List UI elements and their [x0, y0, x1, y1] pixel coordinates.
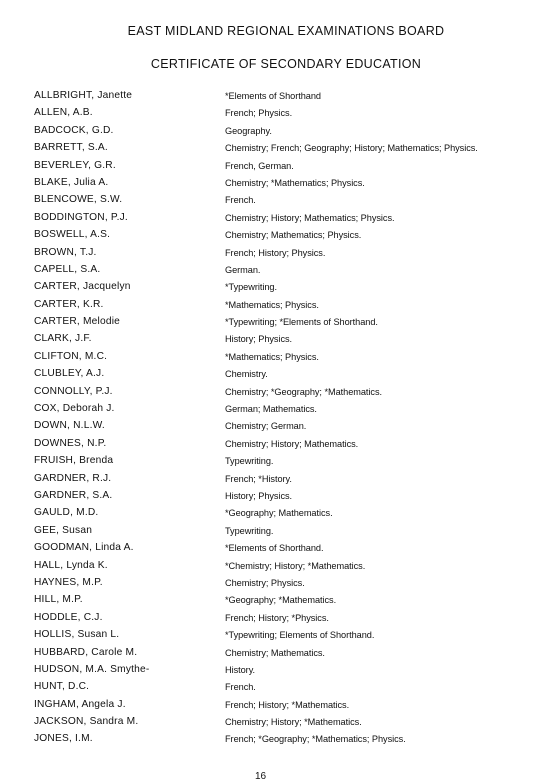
candidate-name: GEE, Susan	[34, 524, 93, 536]
candidate-name: BROWN, T.J.	[34, 246, 97, 258]
candidate-subjects: Typewriting.	[225, 456, 274, 467]
candidate-subjects: French; History; Physics.	[225, 247, 326, 258]
list-item	[34, 438, 524, 450]
candidate-subjects: Chemistry; *Mathematics; Physics.	[225, 177, 365, 188]
candidate-name: BOSWELL, A.S.	[34, 229, 111, 241]
list-item	[34, 281, 524, 293]
list-item	[34, 542, 524, 554]
candidate-subjects: French; History; *Physics.	[225, 612, 329, 623]
list-item	[34, 420, 524, 432]
candidate-name: GARDNER, S.A.	[34, 489, 113, 501]
candidate-name: CLIFTON, M.C.	[34, 350, 108, 362]
candidate-subjects: French.	[225, 195, 256, 206]
list-item	[34, 247, 524, 259]
list-item	[34, 681, 524, 693]
candidate-subjects: Geography.	[225, 125, 272, 136]
list-item	[34, 560, 524, 572]
list-item	[34, 716, 524, 728]
candidate-subjects: Chemistry; *Geography; *Mathematics.	[225, 386, 382, 397]
list-item	[34, 333, 524, 345]
list-item	[34, 264, 524, 276]
candidate-subjects: Chemistry.	[225, 369, 268, 380]
candidate-name: HUNT, D.C.	[34, 681, 90, 693]
candidate-subjects: German.	[225, 264, 261, 275]
candidate-subjects: French, German.	[225, 160, 294, 171]
candidate-name: CARTER, Melodie	[34, 316, 121, 328]
list-item	[34, 629, 524, 641]
list-item	[34, 351, 524, 363]
candidate-subjects: Chemistry; History; Mathematics; Physics.	[225, 212, 395, 223]
candidate-name: CONNOLLY, P.J.	[34, 385, 113, 397]
candidate-subjects: Chemistry; Mathematics; Physics.	[225, 230, 362, 241]
candidate-name: DOWNES, N.P.	[34, 437, 107, 449]
list-item	[34, 90, 524, 102]
candidate-subjects: Chemistry; French; Geography; History; Mathematics; Physics.	[225, 143, 478, 154]
list-item	[34, 368, 524, 380]
list-item	[34, 212, 524, 224]
list-item	[34, 177, 524, 189]
candidate-name: CAPELL, S.A.	[34, 263, 101, 275]
candidate-name: DOWN, N.L.W.	[34, 420, 105, 432]
candidate-subjects: French.	[225, 682, 256, 693]
list-item	[34, 473, 524, 485]
page-number: 16	[255, 771, 267, 782]
candidate-name: BODDINGTON, P.J.	[34, 211, 128, 223]
candidate-name: CLARK, J.F.	[34, 333, 92, 345]
candidate-subjects: French; History; *Mathematics.	[225, 699, 350, 710]
candidate-subjects: *Typewriting; Elements of Shorthand.	[225, 630, 375, 641]
candidate-subjects: *Mathematics; Physics.	[225, 351, 319, 362]
candidate-subjects: *Elements of Shorthand.	[225, 543, 324, 554]
list-item	[34, 403, 524, 415]
list-item	[34, 664, 524, 676]
candidate-subjects: French; Physics.	[225, 108, 293, 119]
list-item	[34, 107, 524, 119]
candidate-subjects: *Geography; *Mathematics.	[225, 595, 337, 606]
candidate-subjects: Chemistry; Physics.	[225, 577, 305, 588]
list-item	[34, 386, 524, 398]
candidate-subjects: *Mathematics; Physics.	[225, 299, 319, 310]
candidate-subjects: *Elements of Shorthand	[225, 91, 321, 101]
candidate-subjects: History; Physics.	[225, 490, 293, 501]
candidate-name: BLAKE, Julia A.	[34, 176, 109, 188]
candidate-subjects: *Geography; Mathematics.	[225, 508, 333, 519]
certificate-title: CERTIFICATE OF SECONDARY EDUCATION	[150, 57, 422, 71]
candidate-name: HILL, M.P.	[34, 594, 83, 606]
candidate-name: HOLLIS, Susan L.	[34, 629, 120, 641]
candidate-subjects: History.	[225, 664, 256, 675]
candidate-subjects: French; *Geography; *Mathematics; Physics.	[225, 734, 406, 745]
list-item	[34, 525, 524, 537]
candidate-subjects: Typewriting.	[225, 525, 274, 536]
list-item	[34, 194, 524, 206]
candidate-name: BARRETT, S.A.	[34, 142, 108, 154]
list-item	[34, 160, 524, 172]
candidate-subjects: History; Physics.	[225, 334, 293, 345]
candidate-subjects: Chemistry; Mathematics.	[225, 647, 325, 658]
candidate-name: GAULD, M.D.	[34, 507, 99, 519]
candidate-subjects: French; *History.	[225, 473, 292, 484]
candidate-name: GOODMAN, Linda A.	[34, 542, 134, 554]
candidate-name: JONES, I.M.	[34, 733, 93, 745]
list-item	[34, 612, 524, 624]
list-item	[34, 733, 524, 745]
results-list	[34, 90, 524, 751]
candidate-name: CARTER, Jacquelyn	[34, 281, 131, 293]
candidate-name: CARTER, K.R.	[34, 298, 104, 310]
candidate-name: HUDSON, M.A. Smythe-	[34, 663, 150, 675]
candidate-subjects: *Typewriting; *Elements of Shorthand.	[225, 317, 378, 328]
list-item	[34, 647, 524, 659]
list-item	[34, 577, 524, 589]
list-item	[34, 490, 524, 502]
candidate-name: BLENCOWE, S.W.	[34, 194, 123, 206]
candidate-name: INGHAM, Angela J.	[34, 698, 126, 710]
candidate-subjects: Chemistry; History; *Mathematics.	[225, 717, 362, 728]
candidate-name: HALL, Lynda K.	[34, 559, 108, 571]
list-item	[34, 455, 524, 467]
list-item	[34, 299, 524, 311]
candidate-name: ALLEN, A.B.	[34, 107, 93, 119]
candidate-subjects: German; Mathematics.	[225, 404, 317, 415]
candidate-name: CLUBLEY, A.J.	[34, 368, 105, 380]
list-item	[34, 316, 524, 328]
list-item	[34, 229, 524, 241]
candidate-subjects: *Chemistry; History; *Mathematics.	[225, 560, 366, 571]
candidate-name: COX, Deborah J.	[34, 403, 115, 415]
candidate-subjects: Chemistry; History; Mathematics.	[225, 438, 359, 449]
candidate-name: HODDLE, C.J.	[34, 611, 103, 623]
candidate-name: BEVERLEY, G.R.	[34, 159, 116, 171]
candidate-name: GARDNER, R.J.	[34, 472, 112, 484]
candidate-name: HAYNES, M.P.	[34, 576, 103, 588]
list-item	[34, 125, 524, 137]
list-item	[34, 507, 524, 519]
candidate-name: HUBBARD, Carole M.	[34, 646, 138, 658]
candidate-name: ALLBRIGHT, Janette	[34, 90, 133, 101]
board-title: EAST MIDLAND REGIONAL EXAMINATIONS BOARD	[127, 24, 445, 38]
candidate-subjects: Chemistry; German.	[225, 421, 307, 432]
candidate-name: JACKSON, Sandra M.	[34, 716, 139, 728]
list-item	[34, 594, 524, 606]
candidate-subjects: *Typewriting.	[225, 282, 277, 293]
candidate-name: FRUISH, Brenda	[34, 455, 114, 467]
list-item	[34, 699, 524, 711]
list-item	[34, 142, 524, 154]
candidate-name: BADCOCK, G.D.	[34, 124, 114, 136]
